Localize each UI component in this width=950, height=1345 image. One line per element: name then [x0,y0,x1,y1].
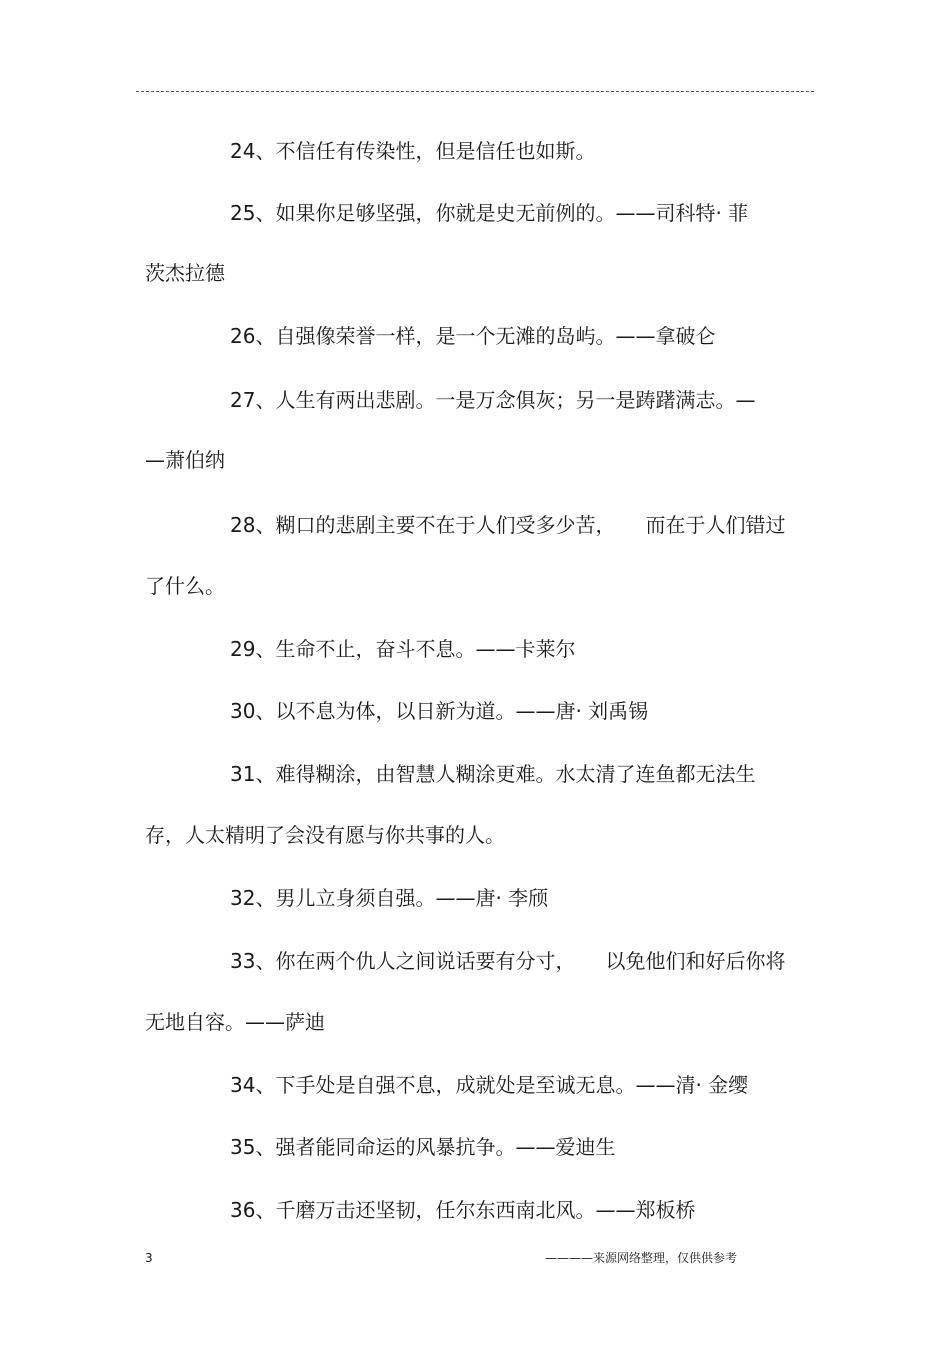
quote-27-line-2: —萧伯纳 [145,448,225,472]
quote-34-line-1: 34、下手处是自强不息，成就处是至诚无息。——清· 金缨 [230,1073,749,1097]
quote-28-line-1: 28、糊口的悲剧主要不在于人们受多少苦， 而在于人们错过 [230,513,786,537]
quote-26-line-1: 26、自强像荣誉一样，是一个无滩的岛屿。——拿破仑 [230,324,716,348]
quote-31-line-2: 存，人太精明了会没有愿与你共事的人。 [145,823,505,847]
quote-32-line-1: 32、男儿立身须自强。——唐· 李颀 [230,886,549,910]
quote-24-line-1: 24、不信任有传染性，但是信任也如斯。 [230,139,596,163]
quote-29-line-1: 29、生命不止，奋斗不息。——卡莱尔 [230,637,576,661]
quote-30-line-1: 30、以不息为体，以日新为道。——唐· 刘禹锡 [230,699,649,723]
quote-28-line-2: 了什么。 [145,574,225,598]
quote-25-line-2: 茨杰拉德 [145,261,225,285]
quote-36-line-1: 36、千磨万击还坚韧，任尔东西南北风。——郑板桥 [230,1198,696,1222]
quote-25-line-1: 25、如果你足够坚强，你就是史无前例的。——司科特· 菲 [230,201,749,225]
quote-27-line-1: 27、人生有两出悲剧。一是万念俱灰；另一是踌躇满志。— [230,388,756,412]
quote-31-line-1: 31、难得糊涂，由智慧人糊涂更难。水太清了连鱼都无法生 [230,762,756,786]
page-number: 3 [145,1251,153,1265]
header-divider [136,91,814,92]
quote-33-line-1: 33、你在两个仇人之间说话要有分寸， 以免他们和好后你将 [230,949,786,973]
footer-note: ————来源网络整理，仅供供参考 [545,1251,738,1265]
quote-33-line-2: 无地自容。——萨迪 [145,1010,325,1034]
quote-35-line-1: 35、强者能同命运的风暴抗争。——爱迪生 [230,1135,616,1159]
